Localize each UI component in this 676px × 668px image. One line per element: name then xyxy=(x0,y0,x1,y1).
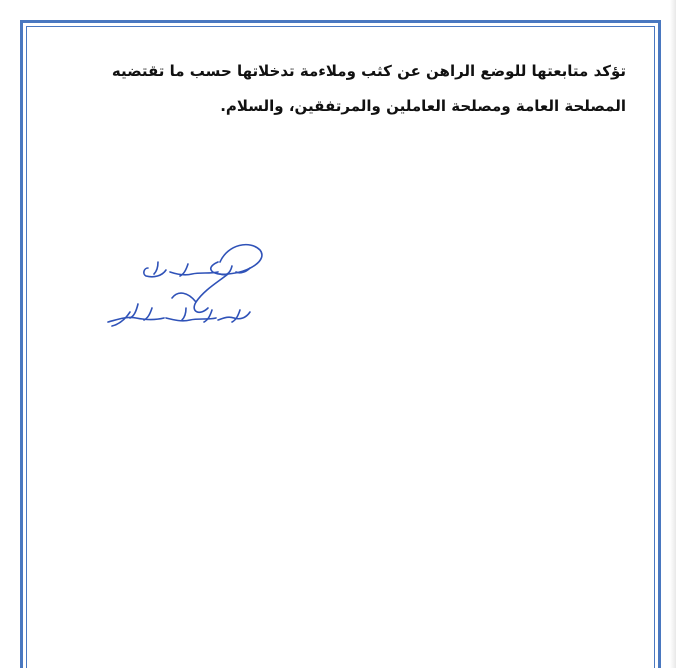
page-edge-shadow xyxy=(670,0,676,668)
handwritten-signature xyxy=(100,232,275,342)
letter-body xyxy=(58,54,626,124)
letter-line-1: تؤكد متابعتها للوضع الراهن عن كثب وملاءمة تدخلاتها حسب ما تقتضيه xyxy=(111,62,626,80)
letter-line-2: المصلحة العامة ومصلحة العاملين والمرتفقين، والسلام. xyxy=(220,97,626,115)
signature-drawing xyxy=(100,232,275,342)
